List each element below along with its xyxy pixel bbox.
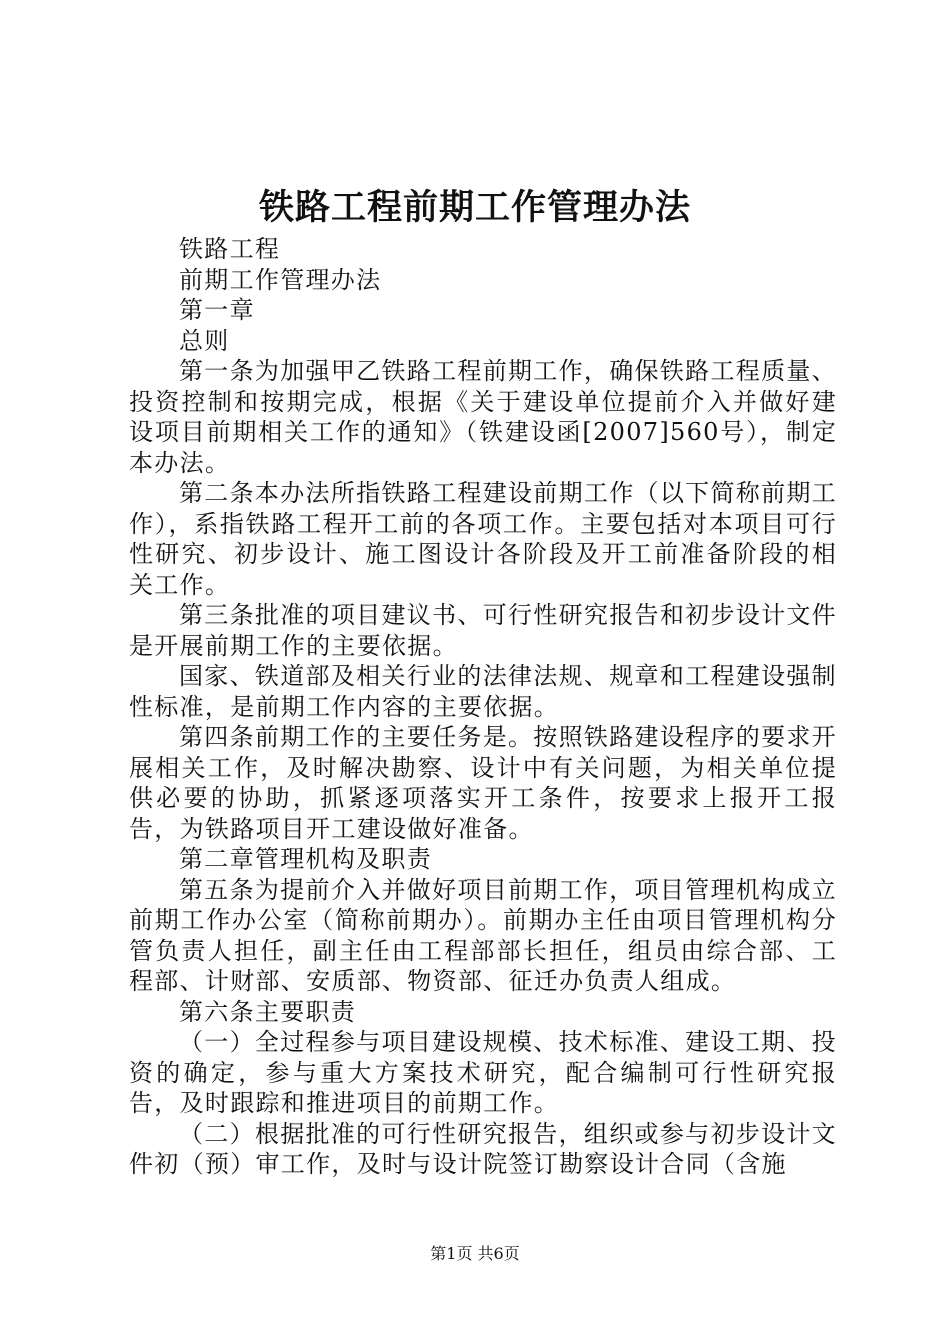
page-number: 第1页 共6页 (430, 1244, 520, 1263)
article-5: 第五条为提前介入并做好项目前期工作，项目管理机构成立前期工作办公室（简称前期办）。前期办主任由项目管理机构分管负责人担任，副主任由工程部部长担任，组员由综合部、工程部、计财部、安质部、物资部、征迁办负责人组成。 (129, 875, 837, 995)
article-6: 第六条主要职责 (179, 997, 357, 1026)
article-2: 第二条本办法所指铁路工程建设前期工作（以下简称前期工作），系指铁路工程开工前的各项工作。主要包括对本项目可行性研究、初步设计、施工图设计各阶段及开工前准备阶段的相关工作。 (129, 479, 837, 599)
chapter-2-heading: 第二章管理机构及职责 (179, 845, 432, 873)
chapter-subtitle: 总则 (179, 326, 230, 355)
article-3-continued: 国家、铁道部及相关行业的法律法规、规章和工程建设强制性标准，是前期工作内容的主要依据。 (129, 662, 837, 721)
document-title: 铁路工程前期工作管理办法 (258, 187, 691, 228)
chapter-heading: 第一章 (179, 296, 255, 324)
article-3: 第三条批准的项目建议书、可行性研究报告和初步设计文件是开展前期工作的主要依据。 (129, 601, 837, 660)
paragraph-heading-line-1: 铁路工程 (179, 235, 281, 263)
paragraph-heading-line-2: 前期工作管理办法 (179, 265, 382, 294)
article-4: 第四条前期工作的主要任务是。按照铁路建设程序的要求开展相关工作，及时解决勘察、设计中有关问题，为相关单位提供必要的协助，抓紧逐项落实开工条件，按要求上报开工报告，为铁路项目开工建设做好准备。 (129, 723, 837, 843)
article-6-item-2: （二）根据批准的可行性研究报告，组织或参与初步设计文件初（预）审工作，及时与设计院签订勘察设计合同（含施 (129, 1119, 837, 1178)
article-1: 第一条为加强甲乙铁路工程前期工作，确保铁路工程质量、投资控制和按期完成，根据《关于建设单位提前介入并做好建设项目前期相关工作的通知》（铁建设函[2007]560号），制定本办法。 (129, 357, 837, 477)
document-body (129, 234, 837, 1180)
article-6-item-1: （一）全过程参与项目建设规模、技术标准、建设工期、投资的确定，参与重大方案技术研究，配合编制可行性研究报告，及时跟踪和推进项目的前期工作。 (129, 1028, 837, 1117)
